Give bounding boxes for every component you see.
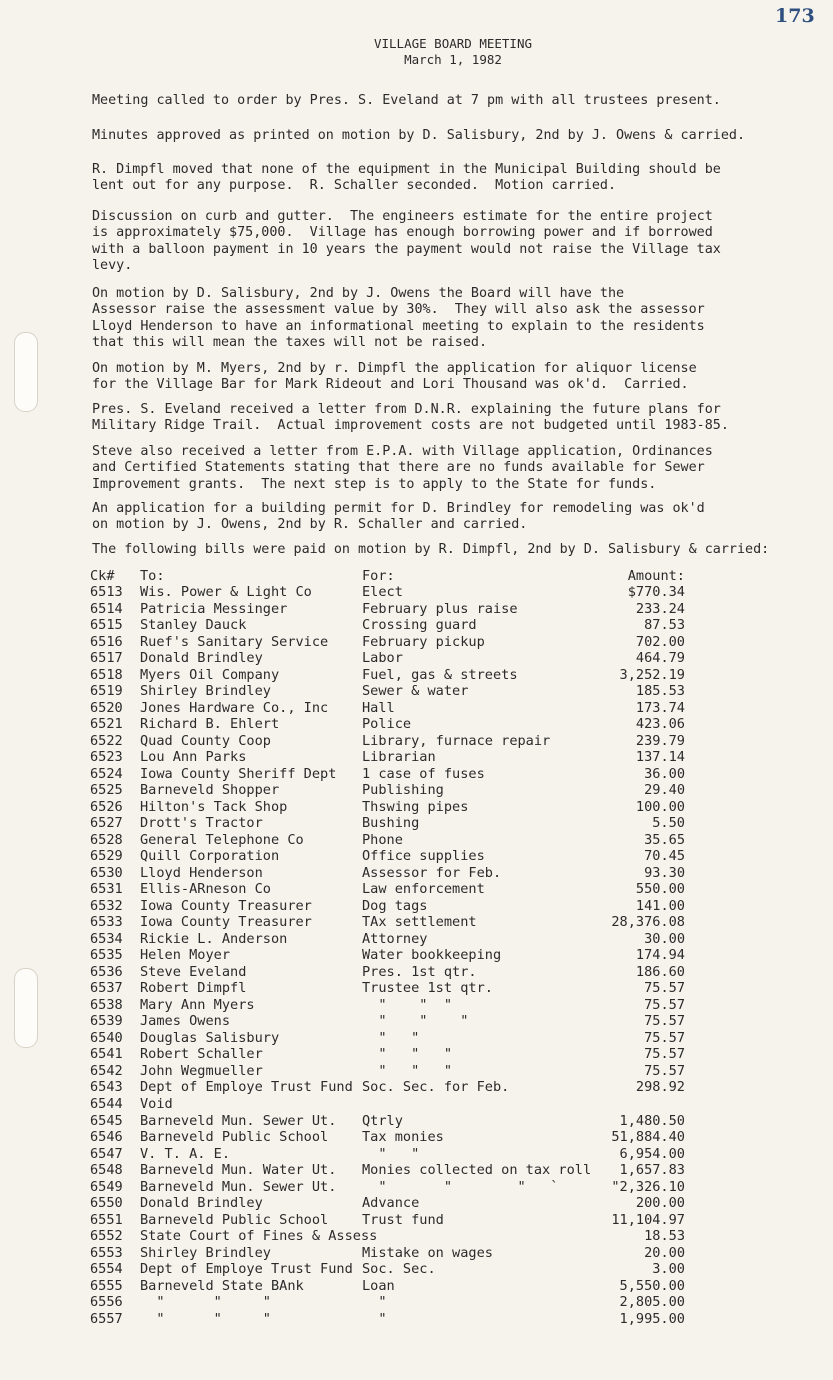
payee-cell: Barneveld State BAnk — [140, 1277, 304, 1294]
payee-cell: Iowa County Treasurer — [140, 897, 312, 914]
check-number-cell: 6557 — [90, 1310, 123, 1327]
amount-cell: 239.79 — [635, 732, 685, 749]
payee-cell: Jones Hardware Co., Inc — [140, 699, 329, 716]
amount-cell: 5.50 — [652, 815, 685, 832]
column-header-to: To: — [140, 568, 165, 584]
check-number-cell: 6513 — [90, 584, 123, 600]
table-row — [90, 1311, 710, 1328]
payee-cell: Void — [140, 1095, 173, 1112]
column-header-check: Ck# — [90, 568, 115, 584]
payee-cell: Steve Eveland — [140, 963, 247, 980]
paragraph-line: Minutes approved as printed on motion by D. Salisbury, 2nd by J. Owens & carried. — [92, 128, 746, 143]
paragraph-line: Meeting called to order by Pres. S. Eveland at 7 pm with all trustees present. — [92, 93, 721, 108]
check-number-cell: 6542 — [90, 1062, 123, 1079]
check-number-cell: 6545 — [90, 1112, 123, 1129]
amount-cell: 550.00 — [635, 881, 685, 898]
check-number-cell: 6538 — [90, 996, 123, 1013]
bills-table-body — [90, 584, 710, 1327]
meeting-title: VILLAGE BOARD MEETING — [373, 36, 533, 51]
payee-cell: Ruef's Sanitary Service — [140, 633, 329, 650]
purpose-cell: Fuel, gas & streets — [362, 666, 518, 683]
payee-cell: Patricia Messinger — [140, 600, 288, 617]
purpose-cell: February plus raise — [362, 600, 518, 617]
check-number-cell: 6525 — [90, 782, 123, 799]
table-row — [90, 1146, 710, 1163]
check-number-cell: 6534 — [90, 930, 123, 947]
amount-cell: "2,326.10 — [611, 1178, 685, 1195]
minutes-paragraph — [92, 501, 782, 534]
table-row — [90, 584, 710, 601]
check-number-cell: 6556 — [90, 1294, 123, 1311]
purpose-cell: " " " — [362, 1013, 469, 1030]
check-number-cell: 6532 — [90, 897, 123, 914]
table-row — [90, 931, 710, 948]
purpose-cell: Dog tags — [362, 897, 428, 914]
payee-cell: Mary Ann Myers — [140, 996, 255, 1013]
check-number-cell: 6555 — [90, 1277, 123, 1294]
table-row — [90, 881, 710, 898]
amount-cell: $770.34 — [627, 584, 685, 600]
paragraph-line: R. Dimpfl moved that none of the equipment in the Municipal Building should be — [92, 162, 721, 177]
paragraph-line: lent out for any purpose. R. Schaller seconded. Motion carried. — [92, 178, 617, 194]
payee-cell: Ellis-ARneson Co — [140, 881, 271, 898]
amount-cell: 6,954.00 — [619, 1145, 685, 1162]
minutes-paragraph — [92, 209, 782, 275]
check-number-cell: 6553 — [90, 1244, 123, 1261]
check-number-cell: 6514 — [90, 600, 123, 617]
purpose-cell: Elect — [362, 584, 403, 600]
purpose-cell: Law enforcement — [362, 881, 485, 898]
column-header-for: For: — [362, 568, 395, 584]
purpose-cell: Bushing — [362, 815, 420, 832]
payee-cell: Hilton's Tack Shop — [140, 798, 288, 815]
payee-cell: Shirley Brindley — [140, 683, 271, 700]
amount-cell: 35.65 — [644, 831, 685, 848]
paragraph-line: Pres. S. Eveland received a letter from D.N.R. explaining the future plans for — [92, 402, 721, 417]
minutes-paragraph — [92, 162, 782, 195]
amount-cell: 186.60 — [635, 963, 685, 980]
check-number-cell: 6537 — [90, 980, 123, 997]
amount-cell: 702.00 — [635, 633, 685, 650]
table-row — [90, 1013, 710, 1030]
payee-cell: James Owens — [140, 1013, 231, 1030]
payee-cell: " " " — [140, 1294, 271, 1311]
purpose-cell: Library, furnace repair — [362, 732, 551, 749]
purpose-cell: Soc. Sec. — [362, 1261, 436, 1278]
table-row — [90, 601, 710, 618]
minutes-paragraph — [92, 542, 782, 558]
check-number-cell: 6554 — [90, 1261, 123, 1278]
table-row — [90, 914, 710, 931]
purpose-cell: Thswing pipes — [362, 798, 469, 815]
amount-cell: 20.00 — [644, 1244, 685, 1261]
check-number-cell: 6531 — [90, 881, 123, 898]
purpose-cell: Police — [362, 716, 412, 733]
amount-cell: 233.24 — [635, 600, 685, 617]
purpose-cell: Phone — [362, 831, 403, 848]
paragraph-line: Military Ridge Trail. Actual improvement costs are not budgeted until 1983-85. — [92, 418, 729, 434]
amount-cell: 18.53 — [644, 1228, 685, 1245]
purpose-cell: Librarian — [362, 749, 436, 766]
paragraph-line: The following bills were paid on motion by R. Dimpfl, 2nd by D. Salisbury & carried: — [92, 542, 770, 557]
paragraph-line: Improvement grants. The next step is to apply to the State for funds. — [92, 476, 657, 492]
payee-cell: Douglas Salisbury — [140, 1029, 280, 1046]
table-row — [90, 1113, 710, 1130]
meeting-date: March 1, 1982 — [404, 52, 502, 67]
table-row — [90, 865, 710, 882]
paragraph-line: is approximately $75,000. Village has enough borrowing power and if borrowed — [92, 225, 713, 241]
payee-cell: Stanley Dauck — [140, 617, 247, 634]
table-row — [90, 1129, 710, 1146]
amount-cell: 75.57 — [644, 1062, 685, 1079]
paragraph-line: and Certified Statements stating that there are no funds available for Sewer — [92, 460, 705, 476]
purpose-cell: Sewer & water — [362, 683, 469, 700]
paragraph-line: Discussion on curb and gutter. The engineers estimate for the entire project — [92, 209, 713, 224]
table-row — [90, 650, 710, 667]
check-number-cell: 6522 — [90, 732, 123, 749]
table-row — [90, 749, 710, 766]
table-row — [90, 716, 710, 733]
column-header-amount: Amount: — [627, 568, 685, 584]
table-row — [90, 667, 710, 684]
check-number-cell: 6528 — [90, 831, 123, 848]
amount-cell: 75.57 — [644, 1013, 685, 1030]
payee-cell: Donald Brindley — [140, 650, 263, 667]
paragraph-line: that this will mean the taxes will not be raised. — [92, 335, 488, 351]
check-number-cell: 6519 — [90, 683, 123, 700]
payee-cell: Barneveld Public School — [140, 1211, 329, 1228]
table-row — [90, 766, 710, 783]
payee-cell: Barneveld Public School — [140, 1129, 329, 1146]
amount-cell: 28,376.08 — [611, 914, 685, 931]
purpose-cell: Crossing guard — [362, 617, 477, 634]
check-number-cell: 6547 — [90, 1145, 123, 1162]
purpose-cell: Labor — [362, 650, 403, 667]
paragraph-line: On motion by M. Myers, 2nd by r. Dimpfl the application for aliquor license — [92, 361, 697, 376]
purpose-cell: " " " ` — [362, 1178, 559, 1195]
table-row — [90, 832, 710, 849]
purpose-cell: Advance — [362, 1195, 420, 1212]
amount-cell: 423.06 — [635, 716, 685, 733]
amount-cell: 75.57 — [644, 1046, 685, 1063]
minutes-paragraph — [92, 361, 782, 394]
minutes-paragraph — [92, 444, 782, 493]
purpose-cell: Trust fund — [362, 1211, 444, 1228]
table-row — [90, 898, 710, 915]
payee-cell: State Court of Fines & Assess — [140, 1228, 378, 1245]
paragraph-line: Assessor raise the assessment value by 30%. They will also ask the assessor — [92, 302, 705, 318]
check-number-cell: 6530 — [90, 864, 123, 881]
paragraph-line: Lloyd Henderson to have an informational meeting to explain to the residents — [92, 318, 705, 334]
table-row — [90, 1162, 710, 1179]
check-number-cell: 6550 — [90, 1195, 123, 1212]
minutes-paragraph — [92, 128, 782, 144]
paragraph-line: On motion by D. Salisbury, 2nd by J. Owens the Board will have the — [92, 286, 625, 301]
table-row — [90, 980, 710, 997]
check-number-cell: 6533 — [90, 914, 123, 931]
amount-cell: 51,884.40 — [611, 1129, 685, 1146]
table-row — [90, 617, 710, 634]
table-row — [90, 848, 710, 865]
purpose-cell: " " — [362, 1029, 420, 1046]
document-header — [0, 36, 833, 68]
purpose-cell: Pres. 1st qtr. — [362, 963, 477, 980]
table-row — [90, 733, 710, 750]
amount-cell: 298.92 — [635, 1079, 685, 1096]
table-row — [90, 1046, 710, 1063]
payee-cell: Dept of Employe Trust Fund — [140, 1261, 353, 1278]
table-row — [90, 947, 710, 964]
amount-cell: 29.40 — [644, 782, 685, 799]
payee-cell: Richard B. Ehlert — [140, 716, 280, 733]
amount-cell: 11,104.97 — [611, 1211, 685, 1228]
payee-cell: Rickie L. Anderson — [140, 930, 288, 947]
check-number-cell: 6521 — [90, 716, 123, 733]
purpose-cell: Soc. Sec. for Feb. — [362, 1079, 510, 1096]
table-row — [90, 1030, 710, 1047]
check-number-cell: 6541 — [90, 1046, 123, 1063]
payee-cell: Barneveld Shopper — [140, 782, 280, 799]
purpose-cell: Tax monies — [362, 1129, 444, 1146]
purpose-cell: " " " — [362, 996, 453, 1013]
amount-cell: 5,550.00 — [619, 1277, 685, 1294]
minutes-paragraph — [92, 93, 782, 109]
payee-cell: Quad County Coop — [140, 732, 271, 749]
purpose-cell: Publishing — [362, 782, 444, 799]
table-row — [90, 1212, 710, 1229]
page-number: 173 — [775, 5, 815, 27]
table-row — [90, 1278, 710, 1295]
table-row — [90, 1079, 710, 1096]
paragraph-line: on motion by J. Owens, 2nd by R. Schaller and carried. — [92, 517, 528, 533]
check-number-cell: 6524 — [90, 765, 123, 782]
purpose-cell: 1 case of fuses — [362, 765, 485, 782]
bills-table — [90, 568, 710, 1327]
purpose-cell: TAx settlement — [362, 914, 477, 931]
amount-cell: 87.53 — [644, 617, 685, 634]
amount-cell: 30.00 — [644, 930, 685, 947]
payee-cell: General Telephone Co — [140, 831, 304, 848]
paragraph-line: Steve also received a letter from E.P.A. with Village application, Ordinances — [92, 444, 713, 459]
check-number-cell: 6552 — [90, 1228, 123, 1245]
table-row — [90, 1261, 710, 1278]
payee-cell: Donald Brindley — [140, 1195, 263, 1212]
payee-cell: Dept of Employe Trust Fund — [140, 1079, 353, 1096]
payee-cell: Drott's Tractor — [140, 815, 263, 832]
check-number-cell: 6527 — [90, 815, 123, 832]
amount-cell: 137.14 — [635, 749, 685, 766]
amount-cell: 185.53 — [635, 683, 685, 700]
amount-cell: 75.57 — [644, 980, 685, 997]
check-number-cell: 6529 — [90, 848, 123, 865]
check-number-cell: 6540 — [90, 1029, 123, 1046]
table-row — [90, 1294, 710, 1311]
check-number-cell: 6523 — [90, 749, 123, 766]
check-number-cell: 6549 — [90, 1178, 123, 1195]
binder-hole-bottom — [14, 968, 38, 1048]
check-number-cell: 6517 — [90, 650, 123, 667]
check-number-cell: 6515 — [90, 617, 123, 634]
amount-cell: 200.00 — [635, 1195, 685, 1212]
payee-cell: Barneveld Mun. Water Ut. — [140, 1162, 337, 1179]
amount-cell: 174.94 — [635, 947, 685, 964]
purpose-cell: Assessor for Feb. — [362, 864, 502, 881]
paragraph-line: An application for a building permit for D. Brindley for remodeling was ok'd — [92, 501, 705, 516]
table-row — [90, 1063, 710, 1080]
payee-cell: Barneveld Mun. Sewer Ut. — [140, 1178, 337, 1195]
check-number-cell: 6548 — [90, 1162, 123, 1179]
purpose-cell: Qtrly — [362, 1112, 403, 1129]
table-row — [90, 1245, 710, 1262]
check-number-cell: 6516 — [90, 633, 123, 650]
binder-hole-top — [14, 332, 38, 412]
check-number-cell: 6539 — [90, 1013, 123, 1030]
purpose-cell: Monies collected on tax roll — [362, 1162, 592, 1179]
amount-cell: 75.57 — [644, 996, 685, 1013]
purpose-cell: Loan — [362, 1277, 395, 1294]
table-row — [90, 815, 710, 832]
purpose-cell: " — [362, 1310, 387, 1327]
payee-cell: Helen Moyer — [140, 947, 231, 964]
table-row — [90, 964, 710, 981]
minutes-paragraph — [92, 402, 782, 435]
payee-cell: Robert Dimpfl — [140, 980, 247, 997]
table-row — [90, 997, 710, 1014]
paragraph-line: levy. — [92, 258, 133, 274]
purpose-cell: " " " — [362, 1046, 453, 1063]
purpose-cell: Mistake on wages — [362, 1244, 493, 1261]
check-number-cell: 6543 — [90, 1079, 123, 1096]
payee-cell: V. T. A. E. — [140, 1145, 231, 1162]
amount-cell: 2,805.00 — [619, 1294, 685, 1311]
payee-cell: Iowa County Sheriff Dept — [140, 765, 337, 782]
amount-cell: 1,480.50 — [619, 1112, 685, 1129]
amount-cell: 36.00 — [644, 765, 685, 782]
payee-cell: John Wegmueller — [140, 1062, 263, 1079]
table-row — [90, 700, 710, 717]
table-row — [90, 782, 710, 799]
amount-cell: 3,252.19 — [619, 666, 685, 683]
amount-cell: 1,657.83 — [619, 1162, 685, 1179]
purpose-cell: " " — [362, 1145, 420, 1162]
purpose-cell: February pickup — [362, 633, 485, 650]
payee-cell: Myers Oil Company — [140, 666, 280, 683]
paragraph-line: for the Village Bar for Mark Rideout and Lori Thousand was ok'd. Carried. — [92, 377, 689, 393]
amount-cell: 464.79 — [635, 650, 685, 667]
amount-cell: 75.57 — [644, 1029, 685, 1046]
check-number-cell: 6520 — [90, 699, 123, 716]
check-number-cell: 6518 — [90, 666, 123, 683]
amount-cell: 141.00 — [635, 897, 685, 914]
purpose-cell: Office supplies — [362, 848, 485, 865]
table-row — [90, 634, 710, 651]
check-number-cell: 6536 — [90, 963, 123, 980]
table-row — [90, 799, 710, 816]
check-number-cell: 6544 — [90, 1095, 123, 1112]
purpose-cell: Water bookkeeping — [362, 947, 502, 964]
amount-cell: 1,995.00 — [619, 1310, 685, 1327]
payee-cell: Shirley Brindley — [140, 1244, 271, 1261]
payee-cell: Barneveld Mun. Sewer Ut. — [140, 1112, 337, 1129]
payee-cell: Lou Ann Parks — [140, 749, 247, 766]
purpose-cell: Hall — [362, 699, 395, 716]
payee-cell: Quill Corporation — [140, 848, 280, 865]
payee-cell: Iowa County Treasurer — [140, 914, 312, 931]
amount-cell: 100.00 — [635, 798, 685, 815]
table-row — [90, 1228, 710, 1245]
amount-cell: 70.45 — [644, 848, 685, 865]
table-row — [90, 1096, 710, 1113]
table-row — [90, 1179, 710, 1196]
purpose-cell: Attorney — [362, 930, 428, 947]
table-row — [90, 683, 710, 700]
amount-cell: 93.30 — [644, 864, 685, 881]
check-number-cell: 6551 — [90, 1211, 123, 1228]
amount-cell: 173.74 — [635, 699, 685, 716]
amount-cell: 3.00 — [652, 1261, 685, 1278]
payee-cell: Wis. Power & Light Co — [140, 584, 312, 600]
payee-cell: " " " — [140, 1310, 271, 1327]
paragraph-line: with a balloon payment in 10 years the payment would not raise the Village tax — [92, 241, 721, 257]
bills-table-header — [90, 568, 710, 584]
table-row — [90, 1195, 710, 1212]
payee-cell: Robert Schaller — [140, 1046, 263, 1063]
minutes-paragraph — [92, 286, 782, 352]
purpose-cell: " " " — [362, 1062, 453, 1079]
check-number-cell: 6546 — [90, 1129, 123, 1146]
check-number-cell: 6526 — [90, 798, 123, 815]
purpose-cell: " — [362, 1294, 387, 1311]
check-number-cell: 6535 — [90, 947, 123, 964]
payee-cell: Lloyd Henderson — [140, 864, 263, 881]
purpose-cell: Trustee 1st qtr. — [362, 980, 493, 997]
